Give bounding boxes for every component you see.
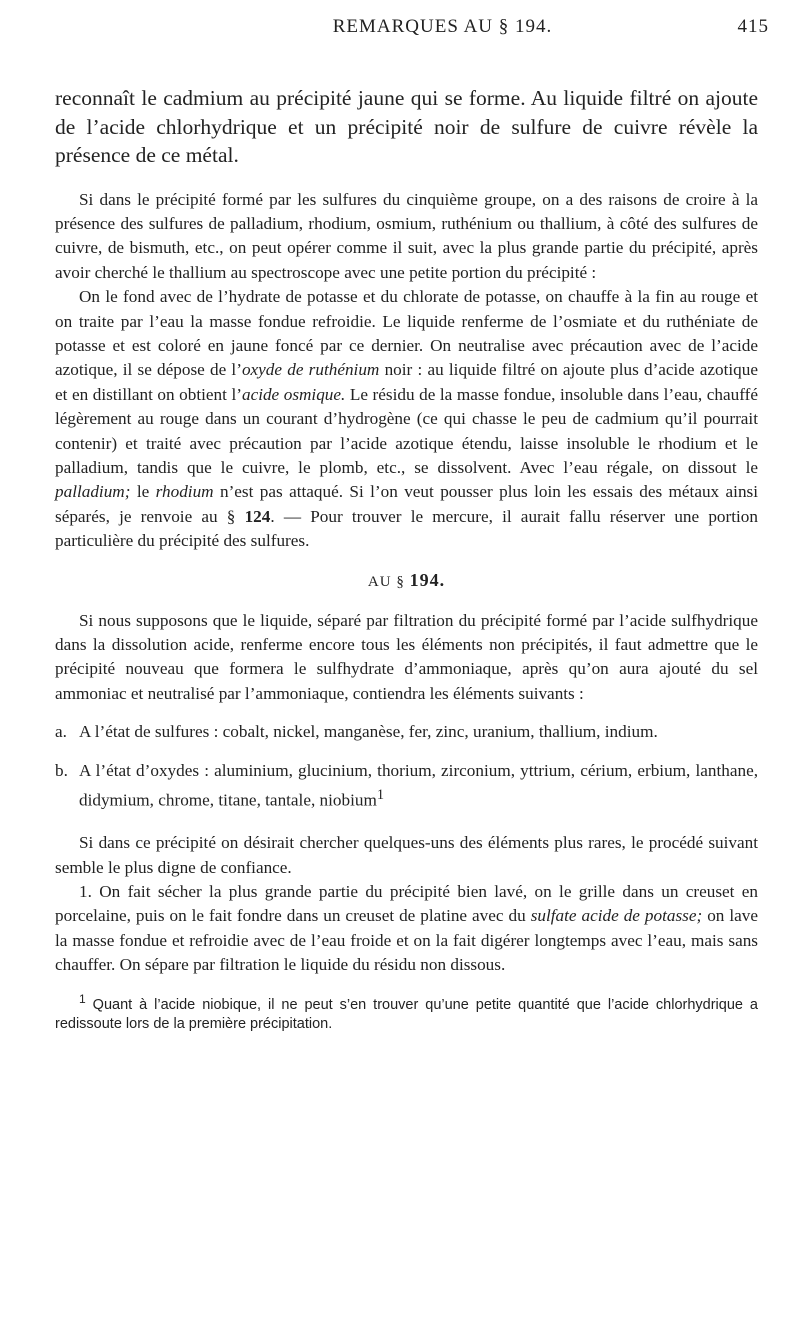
text-run: 1. On fait sécher la plus grande partie du précipité bien lavé, on le grille dans un creuset en porcelaine, puis on le fait fondre dans un creuset de platine avec du xyxy=(55,881,758,926)
paragraph-fifth-group: Si dans le précipité formé par les sulfures du cinquième groupe, on a des raisons de croire à la présence des sulfures de palladium, rhodium, osmium, ruthénium ou thallium, à côté des sulfures de cuivre, de bismuth, etc., on peut opérer comme il suit, avec la plus grande partie du précipité, après avoir cherché le thallium au spectroscope avec une petite portion du précipité : xyxy=(55,189,758,282)
footnote-mark: 1 xyxy=(79,991,86,1006)
running-title: REMARQUES AU § 194. xyxy=(332,16,553,37)
paragraph-194: Si nous supposons que le liquide, séparé par filtration du précipité formé par l’acide sulfhydrique dans la dissolution acide, renferme encore tous les éléments non précipités, il faut admettre que le précipité nouveau que formera le sulfhydrate d’ammoniaque, après qu’on aura ajouté du sel ammoniac et neutralisé par l’ammoniaque, contiendra les éléments suivants : xyxy=(55,610,758,703)
paragraph-fusion xyxy=(55,285,758,553)
list-item xyxy=(55,720,758,744)
emphasis-ruthenium-oxide: oxyde de ruthénium xyxy=(241,360,380,380)
list-marker: a. xyxy=(55,722,67,742)
emphasis-osmic-acid: acide osmique. xyxy=(241,384,346,404)
text-run: le xyxy=(130,482,156,502)
list-item-text: A l’état d’oxydes : aluminium, glucinium, thorium, zirconium, yttrium, cérium, erbium, lanthane, didymium, chrome, titane, tantale, niobium xyxy=(79,760,758,810)
text-run: On le fond avec de l’hydrate de potasse et du chlorate de potasse, on chauffe à la fin au rouge et on traite par l’eau la masse fondue refroidie. Le liquide renferme de l’osmiate et du ruthéniate de potasse et est coloré en jaune foncé par ce dernier. On neutralise avec précaution avec de l’acide azotique, il se dépose de l’ xyxy=(55,287,758,380)
footnote xyxy=(55,990,758,1035)
footnote-text: Quant à l’acide niobique, il ne peut s’en trouver qu’une petite quantité que l’acide chlorhydrique a redissoute lors de la première précipitation. xyxy=(55,996,758,1032)
page-header xyxy=(55,16,775,50)
paragraph-rare-elements: Si dans ce précipité on désirait chercher quelques-uns des éléments plus rares, le procédé suivant semble le plus digne de confiance. xyxy=(55,833,758,877)
page-number: 415 xyxy=(737,16,769,37)
section-heading-prefix: AU § xyxy=(367,573,405,590)
page-body xyxy=(55,84,758,1034)
emphasis-sulfate: sulfate acide de potasse; xyxy=(530,906,703,926)
list-marker: b. xyxy=(55,760,68,780)
section-reference: 124 xyxy=(244,506,271,526)
footnote-reference[interactable]: 1 xyxy=(376,787,385,804)
section-heading xyxy=(55,570,758,591)
emphasis-palladium: palladium; xyxy=(55,482,131,502)
text-run: n’est pas attaqué. Si l’on veut pousser plus loin les essais des métaux ainsi séparés, je renvoie au § xyxy=(55,482,758,526)
text-run: noir : au liquide filtré on ajoute plus d’acide azotique et en distillant on obtient l’ xyxy=(55,360,758,404)
emphasis-rhodium: rhodium xyxy=(155,482,214,502)
section-heading-number: 194. xyxy=(409,569,446,590)
text-run: . — Pour trouver le mercure, il aurait fallu réserver une portion particulière du précipité des sulfures. xyxy=(55,506,758,551)
text-run: on lave la masse fondue et refroidie avec de l’eau froide et on la fait digérer longtemps avec l’eau, mais sans chauffer. On sépare par filtration le liquide du résidu non dissous. xyxy=(55,906,758,975)
text-run: Le résidu de la masse fondue, insoluble dans l’eau, chauffé légèrement au rouge dans un courant d’hydrogène (ce qui chasse le peu de cadmium qu’il pourrait contenir) et traité avec précaution par l’acide azotique étendu, laisse insoluble le rhodium et le palladium, tandis que le cuivre, le plomb, etc., se dissolvent. Avec l’eau régale, on dissout le xyxy=(55,384,758,477)
lead-paragraph: reconnaît le cadmium au précipité jaune qui se forme. Au liquide filtré on ajoute de l’acide chlorhydrique et un précipité noir de sulfure de cuivre révèle la présence de ce métal. xyxy=(55,86,758,167)
list-item-text: A l’état de sulfures : cobalt, nickel, manganèse, fer, zinc, uranium, thallium, indium. xyxy=(79,722,658,742)
list-item xyxy=(55,759,758,814)
paragraph-step-1 xyxy=(55,880,758,978)
